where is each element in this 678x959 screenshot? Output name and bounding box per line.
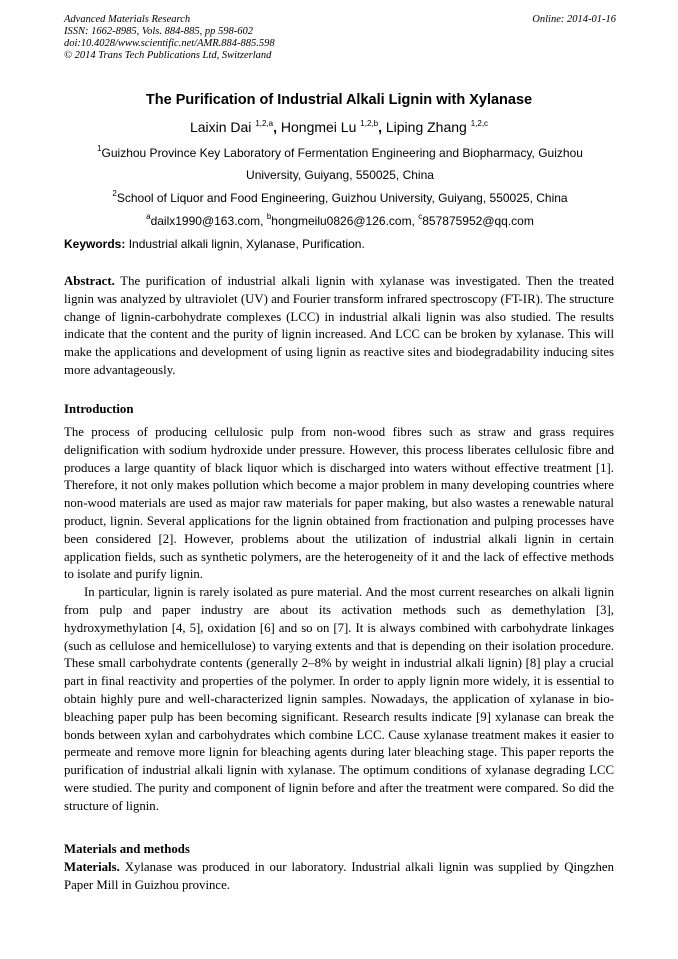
intro-paragraph-1: The process of producing cellulosic pulp from non-wood fibres such as straw and grass requires delignification with sodium hydroxide under pressure. However, this process liberates cellulosic fibre and produces a large quantity of black liquor which is discharged into waters without effective treatment [1]. Therefore, it not only makes pollution which become a major problem in many developing countries where non-wood materials are used as major raw materials for paper making, but also wastes a renewable natural product, lignin. Several applications for the lignin obtained from fractionation and pulping processes have been considered [2]. However, problems about the utilization of industrial alkali lignin in certain application fields, such as synthetic polymers, are the heterogeneity of it and the lack of effective methods to isolate and purify lignin. bbox=[64, 425, 614, 582]
email-address: dailx1990@163.com bbox=[150, 214, 261, 228]
issn-line: ISSN: 1662-8985, Vols. 884-885, pp 598-602 bbox=[64, 26, 253, 37]
affiliation-1-line-1: $^1$Guizhou Province Key Laboratory of Fermentation Engineering and Biopharmacy, Guizhou bbox=[97, 144, 583, 160]
materials-label: Materials. bbox=[64, 860, 120, 874]
journal-name: Advanced Materials Research bbox=[64, 14, 191, 25]
introduction-body bbox=[64, 424, 614, 816]
email-sup: a bbox=[146, 212, 151, 221]
affiliation-1-line-2: University, Guiyang, 550025, China bbox=[246, 168, 434, 182]
methods-heading: Materials and methods bbox=[64, 842, 190, 856]
email-address: hongmeilu0826@126.com bbox=[271, 214, 412, 228]
email-sup: c bbox=[418, 212, 423, 221]
abstract bbox=[64, 273, 614, 380]
introduction-heading: Introduction bbox=[64, 402, 134, 416]
abstract-text: The purification of industrial alkali lignin with xylanase was investigated. Then the treated lignin was analyzed by ultraviolet (UV) and Fourier transform infrared spectroscopy (FT-IR). The structure change of lignin-carbohydrate complexes (LCC) in industrial alkali lignin was also studied. The results indicate that the content and the purity of lignin increased. And LCC can be broken by xylanase. This will make the applications and development of using lignin as reactive sites and biodegradability inducing sites more advantageously. bbox=[64, 274, 614, 377]
author-list bbox=[0, 119, 678, 135]
email-list: $^a$dailx1990@163.com, $^b$hongmeilu0826@126.com, $^c$857875952@qq.com bbox=[146, 212, 534, 228]
doi-line: doi:10.4028/www.scientific.net/AMR.884-885.598 bbox=[64, 38, 275, 49]
author-sup: 1,2,b bbox=[360, 119, 379, 128]
paper-title: The Purification of Industrial Alkali Lignin with Xylanase bbox=[145, 92, 533, 108]
keywords-label: Keywords: bbox=[64, 237, 126, 251]
materials-section bbox=[64, 859, 614, 895]
intro-paragraph-2: In particular, lignin is rarely isolated as pure material. And the most current researches on alkali lignin from pulp and paper industry are about its activation methods such as demethylation [3], hydroxymethylation [4, 5], oxidation [6] and so on [7]. It is always combined with carbohydrate linkages (such as cellulose and hemicellulose) to varying extents and that is depending on their isolation procedure. These small carbohydrate contents (generally 2–8% by weight in industrial alkali lignin) [8] play a crucial part in final reactivity and properties of the polymer. In order to apply lignin more widely, it is essential to obtain highly pure and well-characterized lignin samples. Nowadays, the application of xylanase in bio-bleaching paper pulp has been becoming significant. Research results indicate [9] xylanase can break the bonds between xylan and carbohydrates which combine LCC. Cause xylanase treatment makes it easier to permeate and remove more lignin for bleaching agents during later bleaching stage. This paper reports the purification of industrial alkali lignin with xylanase. The optimum conditions of xylanase degrading LCC were studied. The purity and component of lignin before and after the treatment were compared. So did the structure of lignin. bbox=[64, 585, 614, 813]
abstract-label: Abstract. bbox=[64, 274, 115, 288]
email-address: 857875952@qq.com bbox=[422, 214, 534, 228]
affiliation-2: $^2$School of Liquor and Food Engineering, Guizhou University, Guiyang, 550025, China bbox=[112, 189, 568, 205]
materials-text: Xylanase was produced in our laboratory. Industrial alkali lignin was supplied by Qingzhen Paper Mill in Guizhou province. bbox=[64, 860, 614, 892]
keywords bbox=[64, 237, 616, 251]
affiliation-sup: 1 bbox=[97, 144, 102, 153]
author-sup: 1,2,c bbox=[470, 119, 489, 128]
copyright-line: © 2014 Trans Tech Publications Ltd, Switzerland bbox=[64, 50, 272, 61]
author-name: Laixin Dai bbox=[189, 119, 252, 135]
affiliation-sup: 2 bbox=[112, 189, 117, 198]
online-date: Online: 2014-01-16 bbox=[532, 14, 616, 25]
author-sep: , bbox=[378, 119, 386, 135]
author-name: Hongmei Lu bbox=[280, 119, 357, 135]
author-sep: , bbox=[273, 119, 281, 135]
email-sup: b bbox=[266, 212, 272, 221]
author-name: Liping Zhang bbox=[385, 119, 467, 135]
journal-header bbox=[64, 14, 616, 62]
keywords-text: Industrial alkali lignin, Xylanase, Purification. bbox=[125, 237, 365, 251]
author-sup: 1,2,a bbox=[255, 119, 274, 128]
